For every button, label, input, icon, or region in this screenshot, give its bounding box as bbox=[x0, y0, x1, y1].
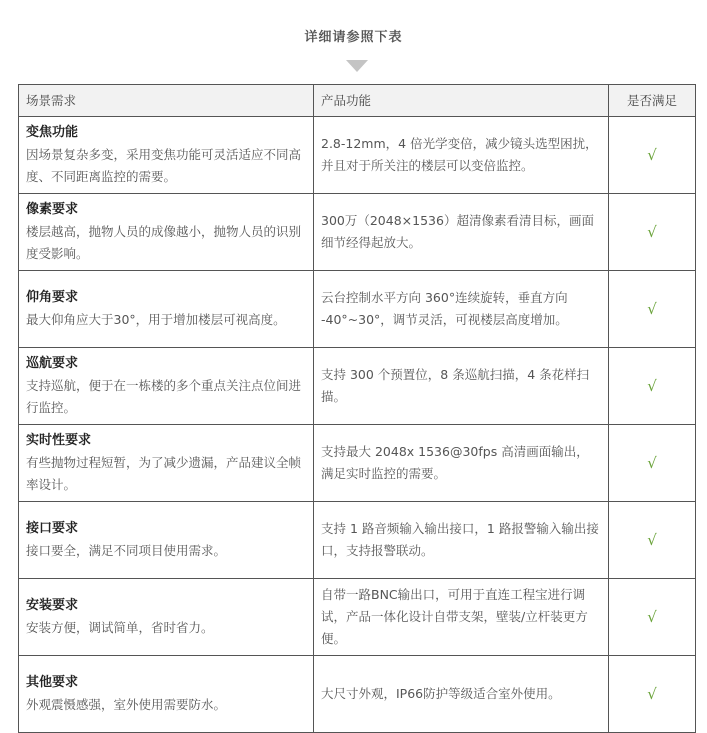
function-cell: 支持 300 个预置位，8 条巡航扫描，4 条花样扫描。 bbox=[314, 348, 609, 425]
meets-cell bbox=[609, 579, 696, 656]
meets-cell bbox=[609, 656, 696, 733]
function-cell: 大尺寸外观，IP66防护等级适合室外使用。 bbox=[314, 656, 609, 733]
meets-cell bbox=[609, 348, 696, 425]
table-row bbox=[19, 579, 696, 656]
requirement-title: 接口要求 bbox=[26, 521, 79, 536]
check-mark: √ bbox=[647, 376, 657, 395]
requirement-desc: 外观震慑感强，室外使用需要防水。 bbox=[26, 697, 227, 712]
check-mark: √ bbox=[647, 299, 657, 318]
meets-cell bbox=[609, 271, 696, 348]
meets-cell bbox=[609, 425, 696, 502]
check-mark: √ bbox=[647, 222, 657, 241]
requirement-cell bbox=[19, 348, 314, 425]
requirement-desc: 有些抛物过程短暂，为了减少遗漏，产品建议全帧率设计。 bbox=[26, 455, 302, 492]
function-cell: 2.8-12mm，4 倍光学变倍，减少镜头选型困扰，并且对于所关注的楼层可以变倍监控。 bbox=[314, 117, 609, 194]
requirement-desc: 最大仰角应大于30°，用于增加楼层可视高度。 bbox=[26, 312, 286, 327]
requirement-title: 其他要求 bbox=[26, 675, 79, 690]
requirement-cell bbox=[19, 656, 314, 733]
column-header-meets: 是否满足 bbox=[609, 85, 696, 117]
requirement-cell bbox=[19, 194, 314, 271]
table-row bbox=[19, 194, 696, 271]
requirement-title: 巡航要求 bbox=[26, 356, 79, 371]
table-row bbox=[19, 271, 696, 348]
meets-cell bbox=[609, 502, 696, 579]
check-mark: √ bbox=[647, 684, 657, 703]
requirement-cell bbox=[19, 502, 314, 579]
requirement-title: 变焦功能 bbox=[26, 125, 79, 140]
table-row bbox=[19, 425, 696, 502]
check-mark: √ bbox=[647, 453, 657, 472]
check-mark: √ bbox=[647, 530, 657, 549]
function-cell: 云台控制水平方向 360°连续旋转，垂直方向 -40°~30°，调节灵活，可视楼层高度增加。 bbox=[314, 271, 609, 348]
function-cell: 自带一路BNC输出口，可用于直连工程宝进行调试，产品一体化设计自带支架，壁装/立杆装更方便。 bbox=[314, 579, 609, 656]
requirement-desc: 支持巡航，便于在一栋楼的多个重点关注点位间进行监控。 bbox=[26, 378, 302, 415]
requirement-cell bbox=[19, 117, 314, 194]
meets-cell bbox=[609, 117, 696, 194]
section-heading: 详细请参照下表 bbox=[304, 30, 403, 45]
triangle-down-icon bbox=[346, 60, 368, 72]
requirement-cell bbox=[19, 425, 314, 502]
requirement-desc: 因场景复杂多变，采用变焦功能可灵活适应不同高度、不同距离监控的需要。 bbox=[26, 147, 302, 184]
requirement-desc: 接口要全，满足不同项目使用需求。 bbox=[26, 543, 227, 558]
requirement-cell bbox=[19, 271, 314, 348]
table-row bbox=[19, 502, 696, 579]
column-header-function: 产品功能 bbox=[314, 85, 609, 117]
requirement-title: 实时性要求 bbox=[26, 433, 92, 448]
requirement-desc: 楼层越高，抛物人员的成像越小，抛物人员的识别度受影响。 bbox=[26, 224, 302, 261]
requirement-cell bbox=[19, 579, 314, 656]
column-header-requirement: 场景需求 bbox=[19, 85, 314, 117]
requirement-title: 像素要求 bbox=[26, 202, 79, 217]
function-cell: 支持最大 2048x 1536@30fps 高清画面输出，满足实时监控的需要。 bbox=[314, 425, 609, 502]
spec-table bbox=[18, 84, 696, 733]
function-cell: 支持 1 路音频输入输出接口，1 路报警输入输出接口，支持报警联动。 bbox=[314, 502, 609, 579]
table-row bbox=[19, 348, 696, 425]
check-mark: √ bbox=[647, 145, 657, 164]
meets-cell bbox=[609, 194, 696, 271]
requirement-desc: 安装方便，调试简单，省时省力。 bbox=[26, 620, 214, 635]
table-row bbox=[19, 656, 696, 733]
requirement-title: 仰角要求 bbox=[26, 290, 79, 305]
requirement-title: 安装要求 bbox=[26, 598, 79, 613]
table-row bbox=[19, 117, 696, 194]
table-header-row bbox=[19, 85, 696, 117]
function-cell: 300万（2048×1536）超清像素看清目标，画面细节经得起放大。 bbox=[314, 194, 609, 271]
check-mark: √ bbox=[647, 607, 657, 626]
